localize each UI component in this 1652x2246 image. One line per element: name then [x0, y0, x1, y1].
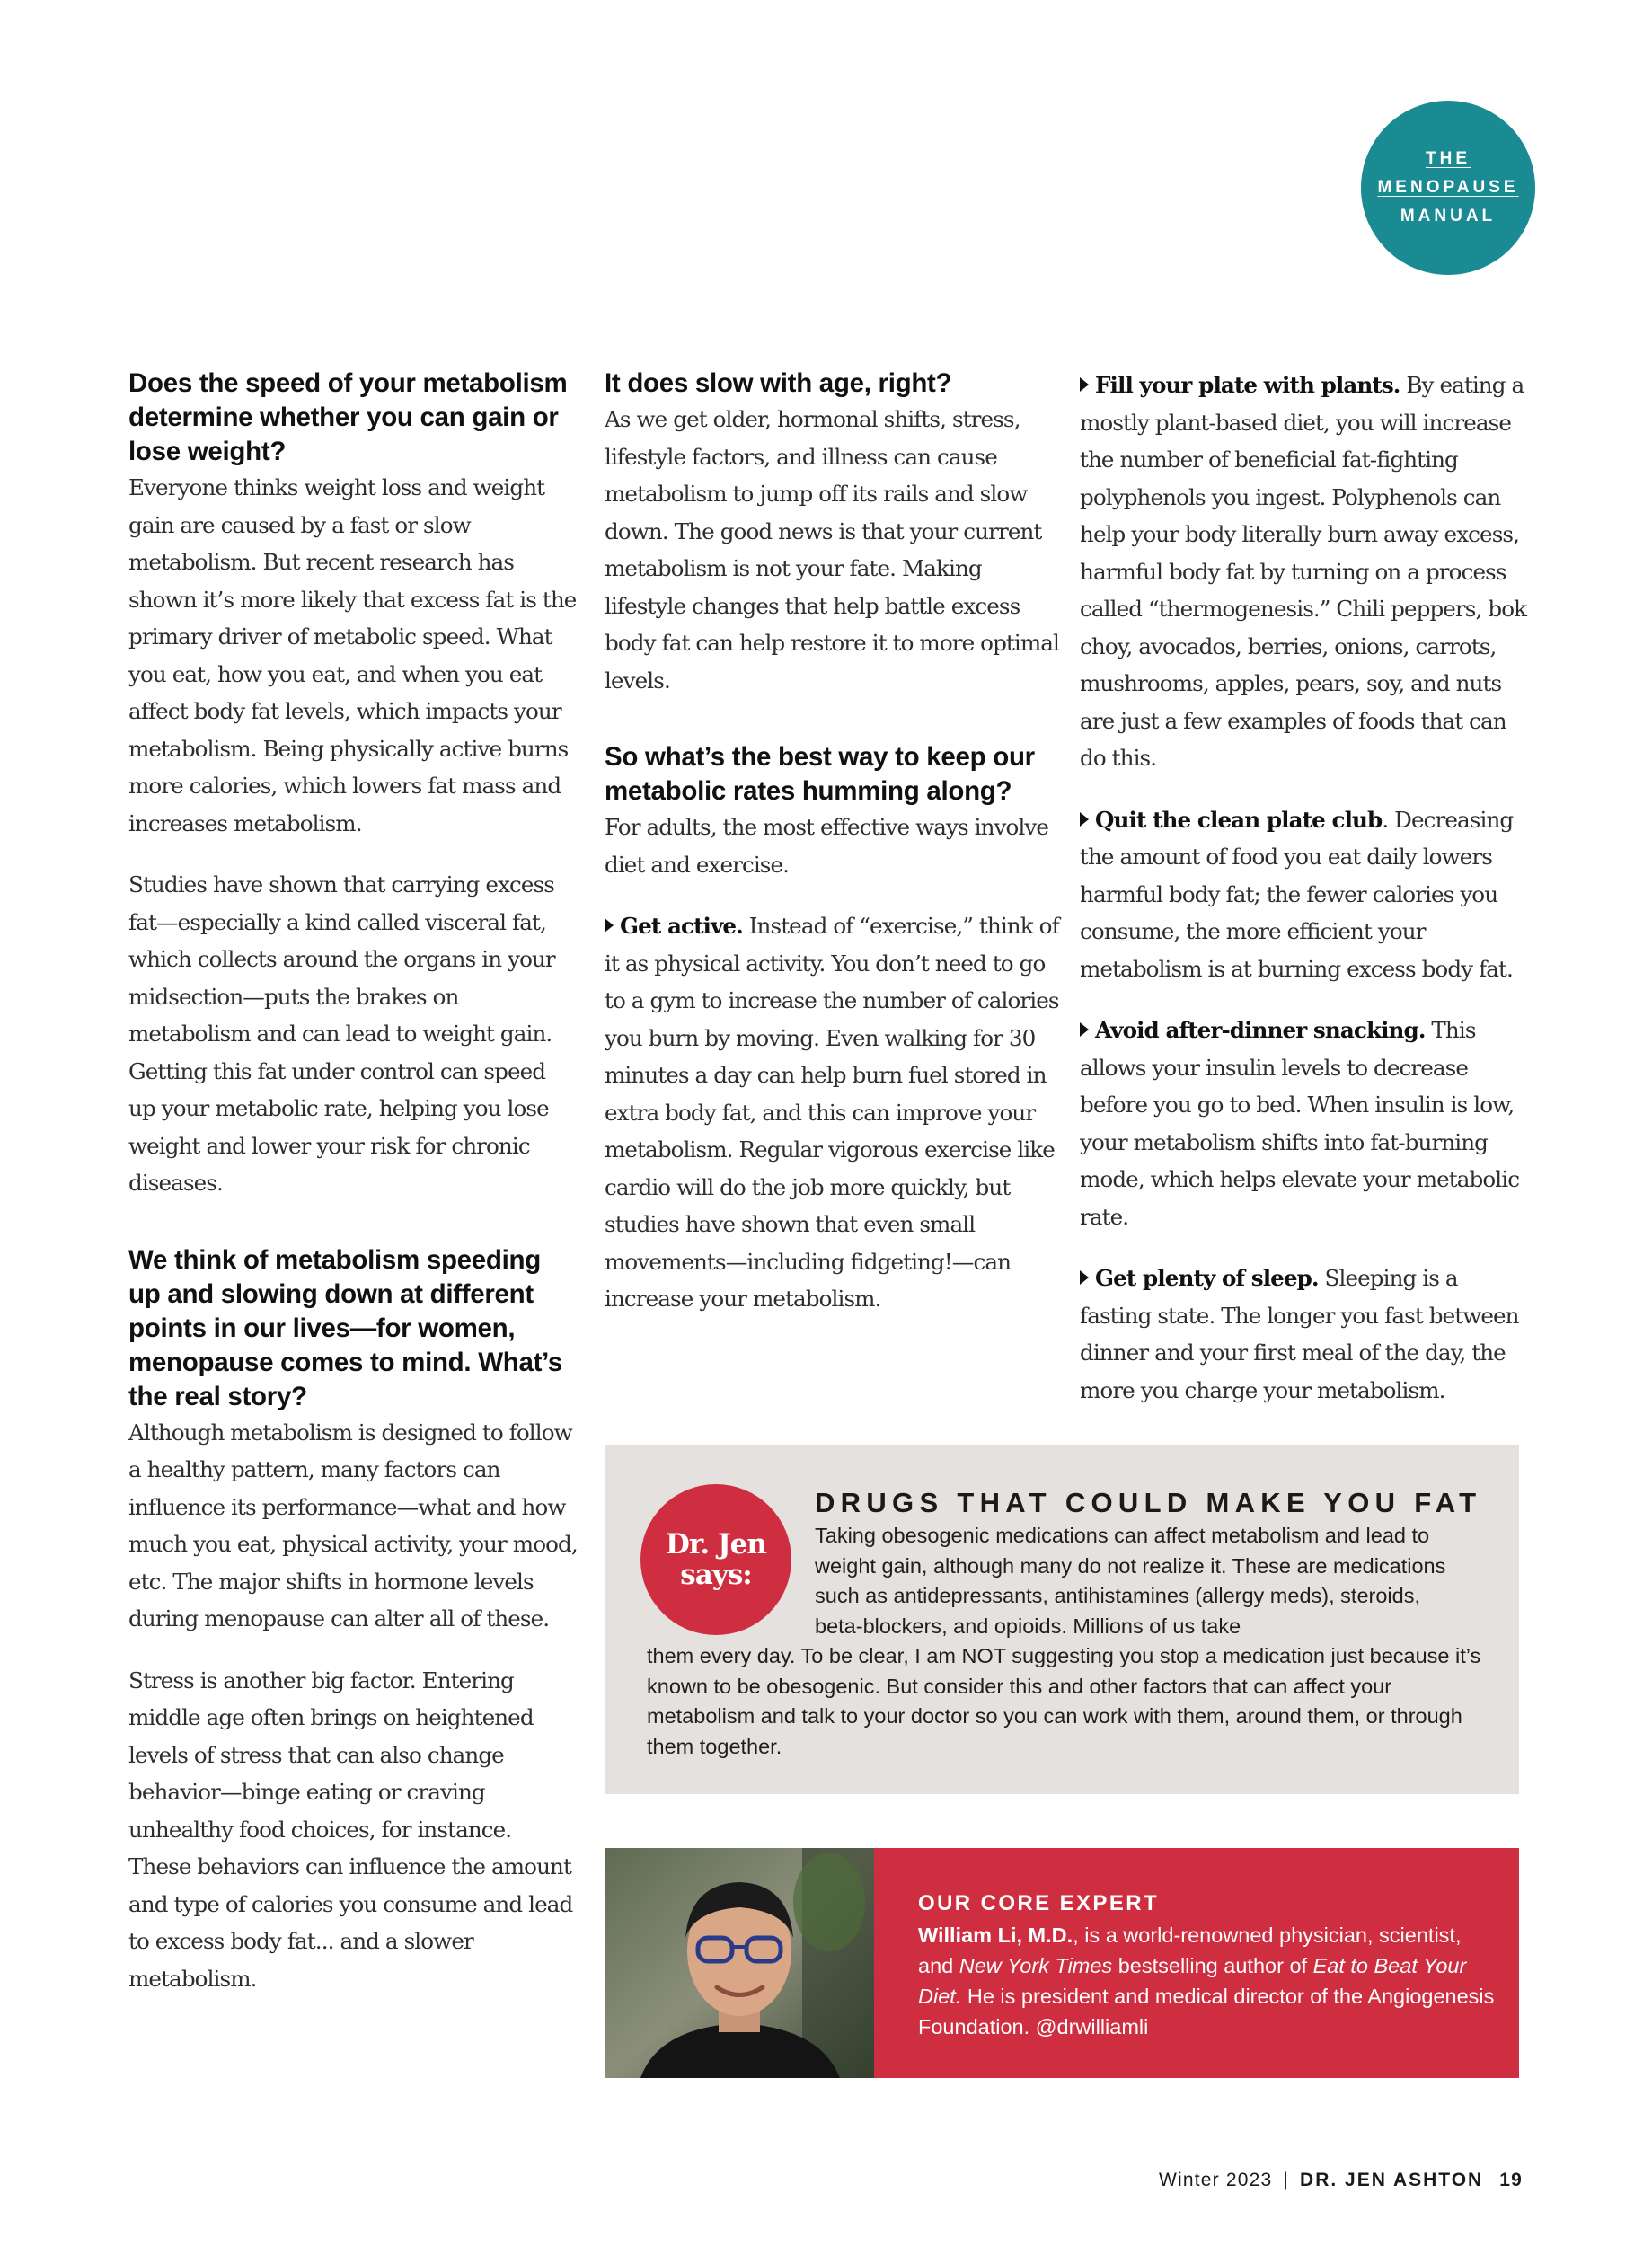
issue-date: Winter 2023	[1158, 2170, 1273, 2190]
badge-line-2: MENOPAUSE	[1377, 178, 1519, 197]
paragraph: Although metabolism is designed to follow a healthy pattern, many factors can influence its performance—what and how much you eat, physical activity, your mood, etc. The major shifts in hormone levels during menopause can alter all of these.	[128, 1419, 578, 1631]
paragraph: Everyone thinks weight loss and weight gain are caused by a fast or slow metabolism. But recent research has shown it’s more likely that excess fat is the primary driver of metabolic speed. What you eat, how you eat, and when you eat affect body fat levels, which impacts your metabolism. Being physically active burns more calories, which lowers fat mass and increases metabolism.	[128, 474, 577, 836]
expert-photo	[605, 1848, 874, 2078]
bio-text: bestselling author of	[1112, 1954, 1313, 1977]
heading-metabolism-speed: Does the speed of your metabolism determine whether you can gain or lose weight?	[128, 368, 568, 466]
tip-text: Instead of “exercise,” think of it as physical activity. You don’t need to go to a gym to increase the number of calories you burn by moving. Even walking for 30 minutes a day can help burn fuel stored in extra body fat, and this can improve your metabolism. Regular vigorous exercise like cardio will do the job more quickly, but studies have shown that even small movements—including fidgeting!—can increase your metabolism.	[605, 913, 1059, 1312]
page-number: 19	[1499, 2170, 1523, 2190]
drugs-title: DRUGS THAT COULD MAKE YOU FAT	[815, 1487, 1482, 1518]
bio-text: , is a world-renowned physician, scientist, and	[918, 1923, 1462, 1977]
triangle-bullet-icon	[605, 918, 614, 933]
tip-lead: Avoid after-dinner snacking.	[1095, 1017, 1426, 1043]
tip-plants	[1080, 367, 1533, 777]
drugs-text-1: Taking obesogenic medications can affect metabolism and lead to weight gain, although many do not realize it. These are medications such as antidepressants, antihistamines (allergy meds), steroids, beta-blockers, and opioids. Millions of us take	[815, 1524, 1446, 1638]
footer-separator: |	[1283, 2170, 1290, 2190]
book-title: Eat to Beat Your Diet.	[918, 1954, 1467, 2008]
heading-best-way: So what’s the best way to keep our metabolic rates humming along?	[605, 742, 1035, 806]
column-1	[128, 367, 578, 1997]
triangle-bullet-icon	[1080, 1270, 1089, 1285]
tip-text: Sleeping is a fasting state. The longer you fast between dinner and your first meal of the day, the more you charge your metabolism.	[1080, 1265, 1519, 1403]
triangle-bullet-icon	[1080, 812, 1089, 827]
tip-sleep	[1080, 1260, 1533, 1409]
tip-lead: Fill your plate with plants.	[1095, 372, 1400, 398]
tip-lead: Get plenty of sleep.	[1095, 1265, 1319, 1291]
drugs-text-2: them every day. To be clear, I am NOT suggesting you stop a medication just because it’s known to be obesogenic. But consider this and other factors that can affect your metabolism and talk to your doctor so you can work with them, around them, or through them together.	[647, 1644, 1481, 1758]
badge-line-3: MANUAL	[1400, 207, 1497, 225]
heading-menopause-story: We think of metabolism speeding up and slowing down at different points in our lives—for women, menopause comes to mind. What’s the real story?	[128, 1244, 562, 1411]
paragraph: Studies have shown that carrying excess fat—especially a kind called visceral fat, which collects around the organs in your midsection—puts the brakes on metabolism and can lead to weight gain. Getting this fat under control can speed up your metabolic rate, helping you lose weight and lower your risk for chronic diseases.	[128, 871, 555, 1196]
tip-snacking	[1080, 1012, 1533, 1235]
expert-title: OUR CORE EXPERT	[918, 1891, 1160, 1915]
tip-get-active	[605, 907, 1063, 1318]
column-2	[605, 367, 1063, 1318]
says-line: says:	[680, 1559, 752, 1591]
heading-slow-with-age: It does slow with age, right?	[605, 368, 952, 398]
tip-lead: Quit the clean plate club	[1095, 806, 1383, 833]
badge-line-1: THE	[1426, 149, 1471, 168]
tip-text: This allows your insulin levels to decrease before you go to bed. When insulin is low, your metabolism shifts into fat-burning mode, which helps elevate your metabolic rate.	[1080, 1017, 1520, 1230]
dr-jen-line: Dr. Jen	[666, 1528, 766, 1561]
menopause-manual-badge	[1361, 101, 1535, 275]
triangle-bullet-icon	[1080, 377, 1089, 392]
bio-text: He is president and medical director of the Angiogenesis Foundation. @drwilliamli	[918, 1985, 1495, 2038]
triangle-bullet-icon	[1080, 1022, 1089, 1037]
paragraph: As we get older, hormonal shifts, stress, lifestyle factors, and illness can cause metabolism to jump off its rails and slow down. The good news is that your current metabolism is not your fate. Making lifestyle changes that help battle excess body fat can help restore it to more optimal levels.	[605, 406, 1060, 694]
publication-name: New York Times	[959, 1954, 1113, 1977]
expert-bio	[918, 1920, 1502, 2042]
dr-jen-says-badge	[640, 1484, 791, 1635]
tip-text: . Decreasing the amount of food you eat daily lowers harmful body fat; the fewer calories you consume, the more efficient your metabolism is at burning excess body fat.	[1080, 806, 1514, 982]
column-3	[1080, 367, 1533, 1409]
page-footer	[1159, 2170, 1523, 2191]
tip-clean-plate	[1080, 801, 1533, 988]
tip-text: By eating a mostly plant-based diet, you will increase the number of beneficial fat-fighting polyphenols you ingest. Polyphenols can help your body literally burn away excess, harmful body fat by turning on a process called “thermogenesis.” Chili peppers, bok choy, avocados, berries, onions, carrots, mushrooms, apples, pears, soy, and nuts are just a few examples of foods that can do this.	[1080, 372, 1527, 771]
expert-name: William Li, M.D.	[918, 1923, 1073, 1947]
tip-lead: Get active.	[620, 913, 743, 939]
brand-name: DR. JEN ASHTON	[1300, 2170, 1484, 2190]
paragraph: Stress is another big factor. Entering middle age often brings on heightened levels of stress that can also change behavior—binge eating or craving unhealthy food choices, for instance. These behaviors can influence the amount and type of calories you consume and lead to excess body fat... and a slower metabolism.	[128, 1667, 573, 1992]
expert-portrait-image	[605, 1848, 874, 2078]
paragraph: For adults, the most effective ways involve diet and exercise.	[605, 814, 1049, 878]
